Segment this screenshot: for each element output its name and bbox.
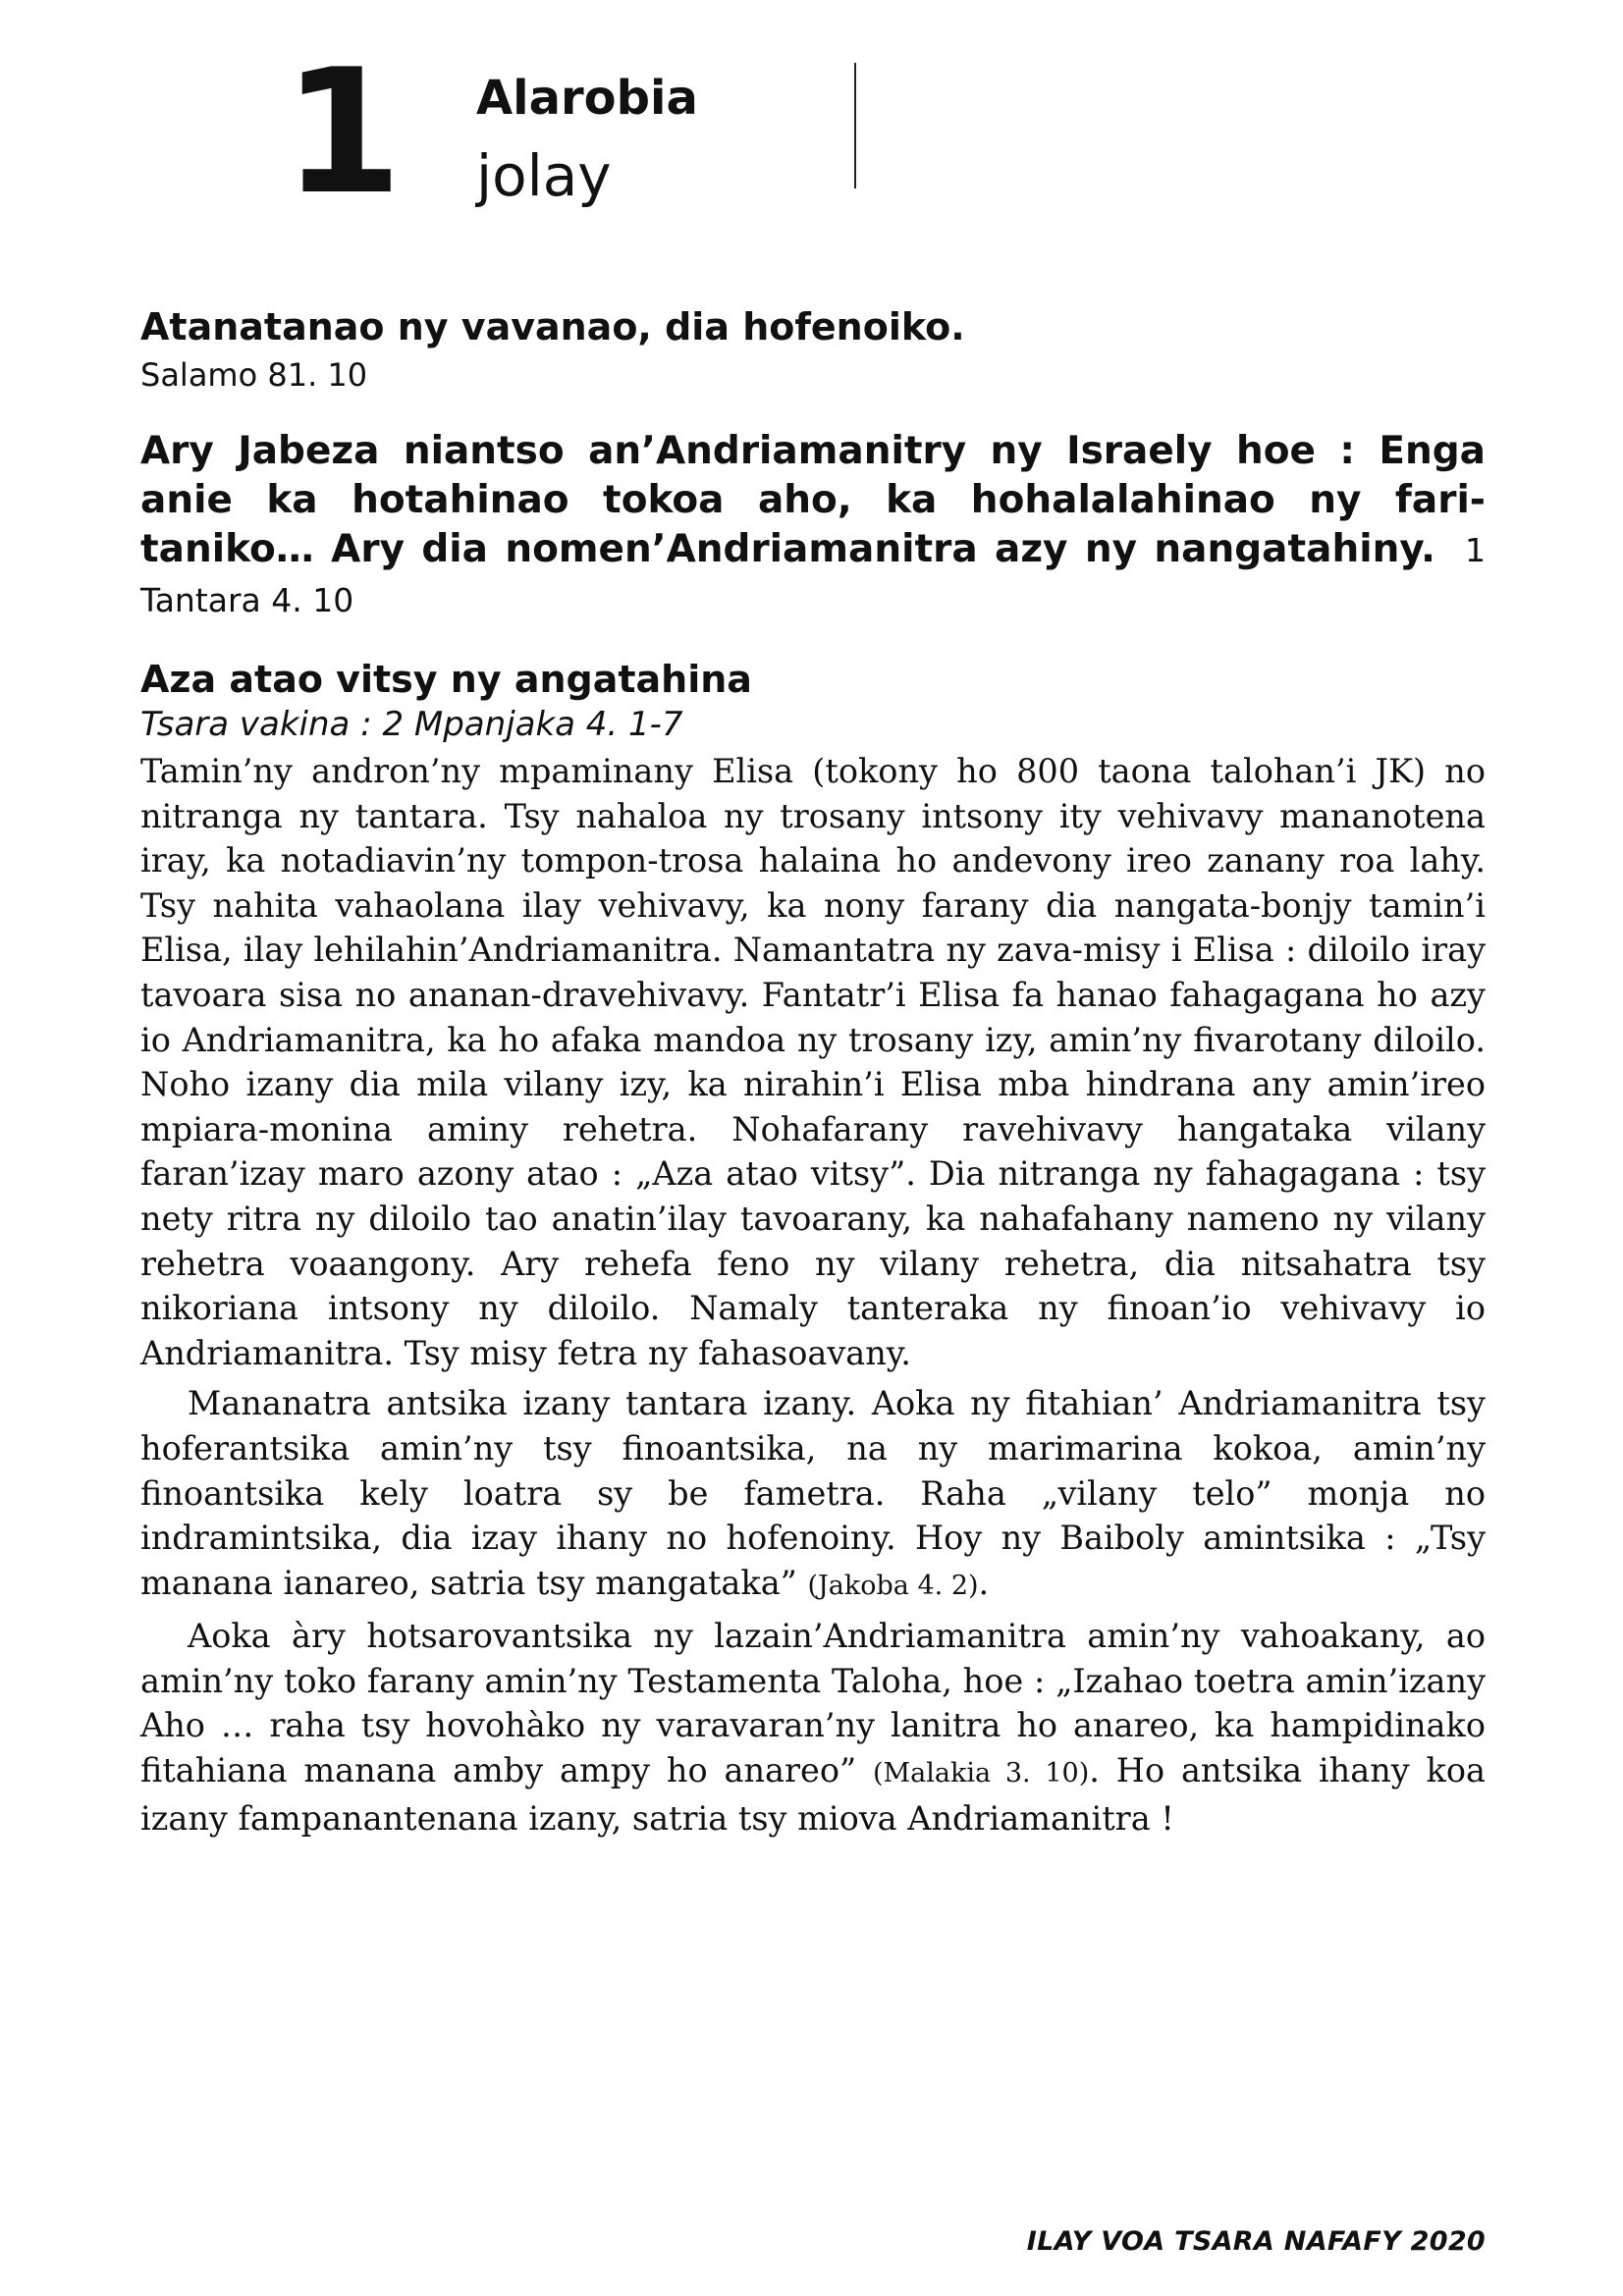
body-paragraph-3: [140, 1614, 1486, 1841]
day-number: 1: [283, 33, 403, 233]
quote-reference: 1 Tantara 4. 10: [140, 531, 1486, 619]
paragraph-3-reference: (Malakia 3. 10): [872, 1758, 1090, 1789]
paragraph-3-end: . Ho antsika ihany koa izany fampanantenana izany, satria tsy miova Andriamanitra !: [140, 1751, 1486, 1838]
paragraph-2-end: .: [978, 1563, 990, 1602]
devotional-page: [140, 33, 1486, 1841]
reading-reference: Tsara vakina : 2 Mpanjaka 4. 1-7: [140, 705, 683, 744]
scripture-quote: [140, 427, 1486, 625]
quote-text: Ary Jabeza niantso an’Andriamanitry ny Israely hoe : Enga anie ka hotahinao tokoa aho, ka hohalalahinao ny fari-taniko… Ary dia nomen’Andriamanitra azy ny nangatahiny.: [140, 429, 1486, 571]
month: jolay: [476, 142, 612, 209]
header-divider: [854, 63, 856, 188]
paragraph-2-text: Mananatra antsika izany tantara izany. Aoka ny fitahian’ Andriamanitra tsy hoferantsika amin’ny tsy finoantsika, na ny marimarina kokoa, amin’ny finoantsika kely loatra sy be fametra. Raha „vilany telo” monja no indramintsika, dia izay ihany no hofenoiny. Hoy ny Baiboly amintsika : „Tsy manana ianareo, satria tsy mangataka”: [140, 1384, 1486, 1602]
section-title: Aza atao vitsy ny angatahina: [140, 658, 752, 701]
paragraph-3-text: Aoka àry hotsarovantsika ny lazain’Andriamanitra amin’ny vahoakany, ao amin’ny toko farany amin’ny Testamenta Taloha, hoe : „Izahao toetra amin’izany Aho … raha tsy hovohàko ny varavaran’ny lanitra ho anareo, ka hampidinako fitahiana manana amby ampy ho anareo”: [140, 1617, 1486, 1790]
body-paragraph-2: [140, 1381, 1486, 1608]
weekday: Alarobia: [476, 71, 698, 126]
verse-reference: Salamo 81. 10: [140, 356, 368, 394]
date-header: [140, 33, 1486, 233]
body-paragraph-1: Tamin’ny andron’ny mpaminany Elisa (tokony ho 800 taona talohan’i JK) no nitranga ny tantara. Tsy nahaloa ny trosany intsony ity vehivavy mananotena iray, ka notadiavin’ny tompon-trosa halaina ho andevony ireo zanany roa lahy. Tsy nahita vahaolana ilay vehivavy, ka nony farany dia nangata-bonjy tamin’i Elisa, ilay lehilahin’Andriamanitra. Namantatra ny zava-misy i Elisa : diloilo iray tavoara sisa no ananan-dravehivavy. Fantatr’i Elisa fa hanao fahagagana ho azy io Andriamanitra, ka ho afaka mandoa ny trosany izy, amin’ny fivarotany diloilo. Noho izany dia mila vilany izy, ka nirahin’i Elisa mba hindrana any amin’ireo mpiara-monina aminy rehetra. Nohafarany ravehivavy hangataka vilany faran’izay maro azony atao : „Aza atao vitsy”. Dia nitranga ny fahagagana : tsy nety ritra ny diloilo tao anatin’ilay tavoarany, ka nahafahany nameno ny vilany rehetra voaangony. Ary rehefa feno ny vilany rehetra, dia nitsahatra tsy nikoriana intsony ny diloilo. Namaly tanteraka ny finoan’io vehivavy io Andriamanitra. Tsy misy fetra ny fahasoavany.: [140, 752, 1486, 1372]
verse-heading: Atanatanao ny vavanao, dia hofenoiko.: [140, 305, 965, 348]
footer-publication: ILAY VOA TSARA NAFAFY 2020: [1026, 2226, 1486, 2257]
paragraph-2-reference: (Jakoba 4. 2): [807, 1570, 979, 1601]
